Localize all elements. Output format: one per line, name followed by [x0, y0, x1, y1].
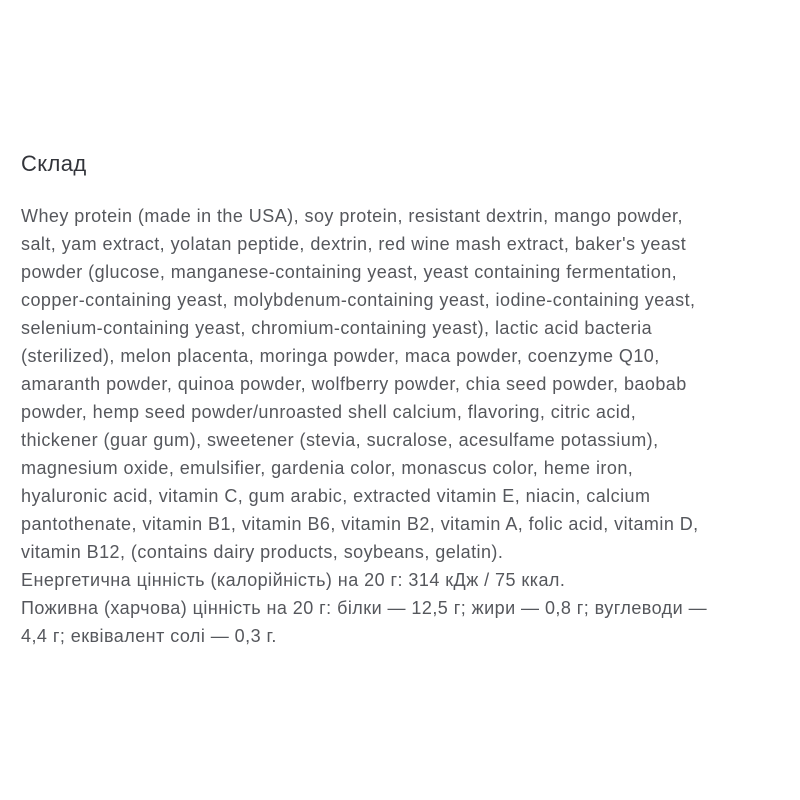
ingredients-line: vitamin B12, (contains dairy products, soybeans, gelatin).	[21, 542, 504, 562]
ingredients-line: Whey protein (made in the USA), soy protein, resistant dextrin, mango powder,	[21, 206, 683, 226]
ingredients-line: magnesium oxide, emulsifier, gardenia color, monascus color, heme iron,	[21, 458, 634, 478]
ingredients-line: selenium-containing yeast, chromium-containing yeast), lactic acid bacteria	[21, 318, 653, 338]
nutrition-value-line: Поживна (харчова) цінність на 20 г: білки — 12,5 г; жири — 0,8 г; вуглеводи —	[21, 598, 708, 618]
ingredients-line: hyaluronic acid, vitamin C, gum arabic, extracted vitamin E, niacin, calcium	[21, 486, 651, 506]
ingredients-line: thickener (guar gum), sweetener (stevia, sucralose, acesulfame potassium),	[21, 430, 659, 450]
ingredients-line: (sterilized), melon placenta, moringa powder, maca powder, coenzyme Q10,	[21, 346, 660, 366]
ingredients-line: salt, yam extract, yolatan peptide, dextrin, red wine mash extract, baker's yeast	[21, 234, 687, 254]
composition-block	[21, 150, 787, 650]
composition-text	[21, 202, 787, 650]
composition-heading: Склад	[21, 151, 87, 176]
ingredients-line: copper-containing yeast, molybdenum-containing yeast, iodine-containing yeast,	[21, 290, 696, 310]
ingredients-line: powder, hemp seed powder/unroasted shell calcium, flavoring, citric acid,	[21, 402, 637, 422]
ingredients-line: powder (glucose, manganese-containing yeast, yeast containing fermentation,	[21, 262, 678, 282]
ingredients-line: amaranth powder, quinoa powder, wolfberry powder, chia seed powder, baobab	[21, 374, 687, 394]
energy-value-line: Енергетична цінність (калорійність) на 20 г: 314 кДж / 75 ккал.	[21, 570, 566, 590]
ingredients-line: pantothenate, vitamin B1, vitamin B6, vitamin B2, vitamin A, folic acid, vitamin D,	[21, 514, 699, 534]
nutrition-value-line: 4,4 г; еквівалент солі — 0,3 г.	[21, 626, 277, 646]
